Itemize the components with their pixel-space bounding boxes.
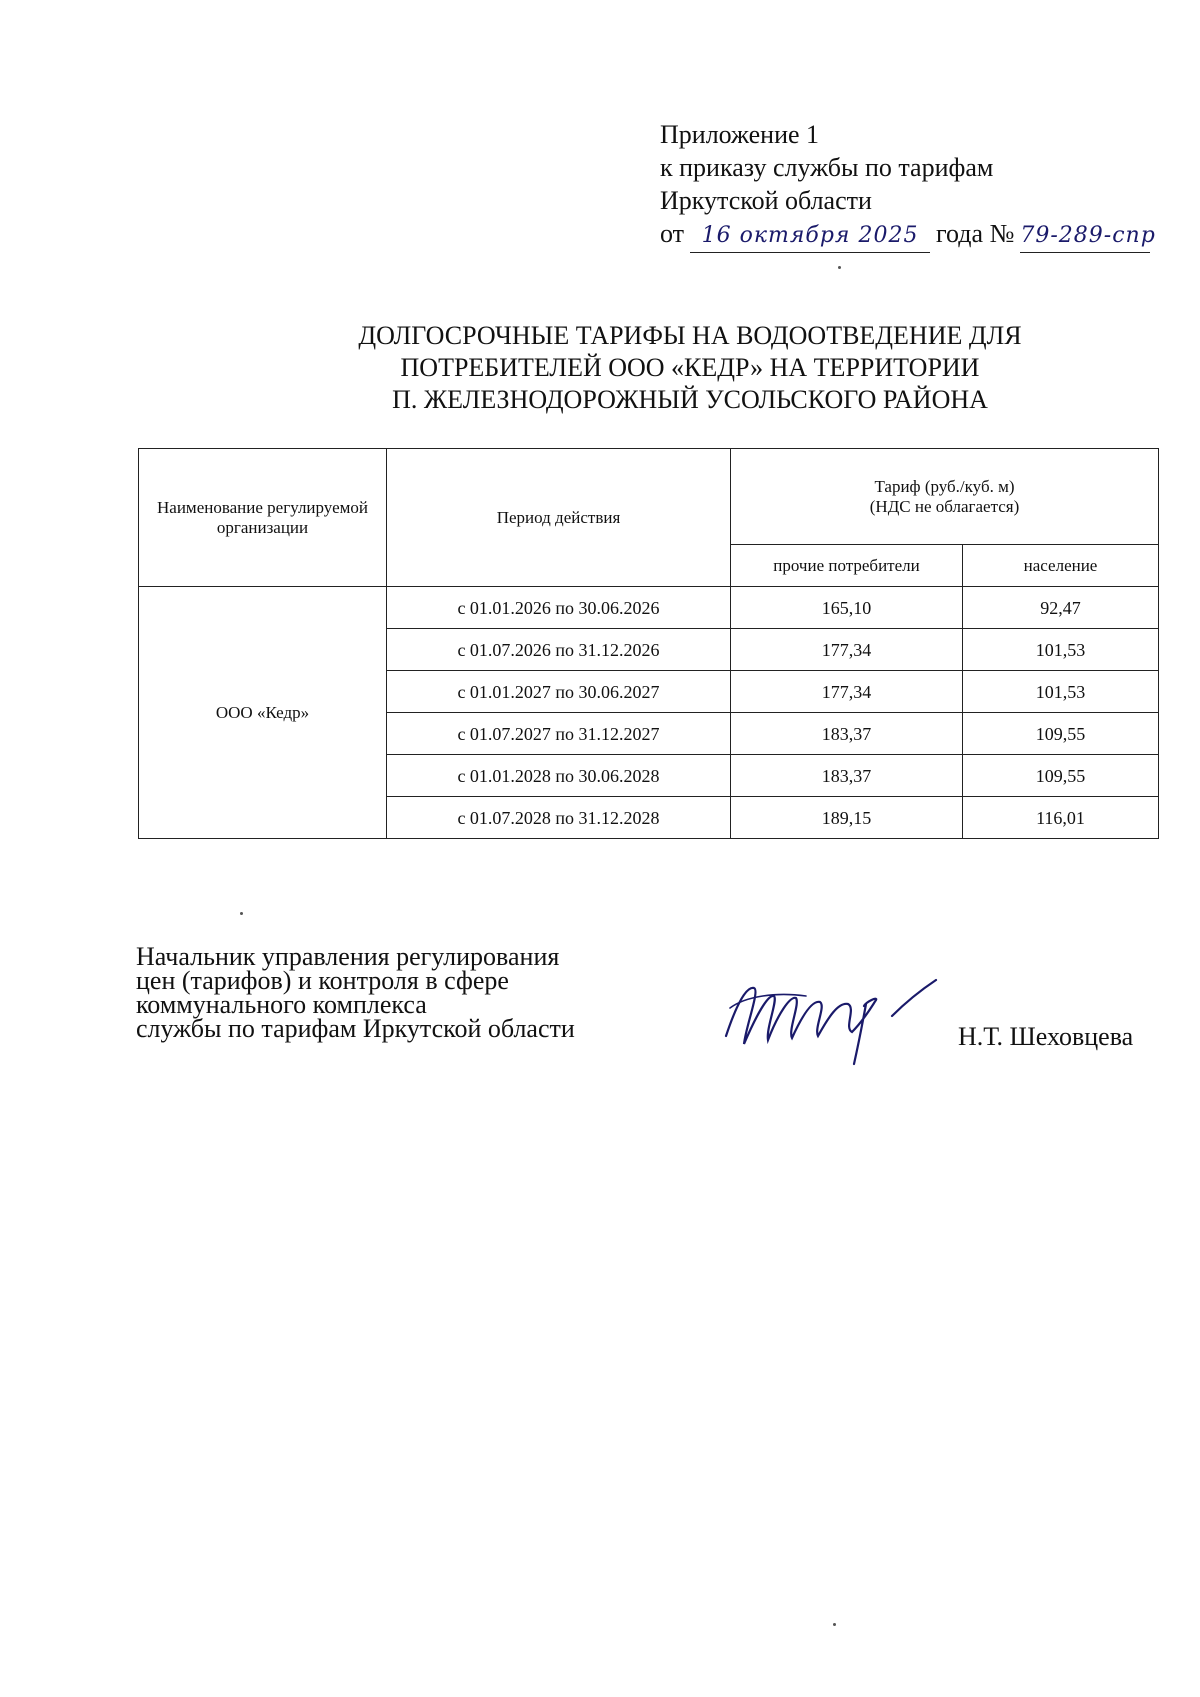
other-tariff-cell: 183,37 — [731, 713, 963, 755]
header-tariff — [731, 449, 1159, 545]
signatory-position — [136, 942, 575, 1043]
appendix-header — [660, 118, 1156, 253]
population-tariff-cell: 109,55 — [963, 713, 1159, 755]
population-tariff-cell: 92,47 — [963, 587, 1159, 629]
population-tariff-cell: 101,53 — [963, 671, 1159, 713]
title-line-1: ДОЛГОСРОЧНЫЕ ТАРИФЫ НА ВОДООТВЕДЕНИЕ ДЛЯ — [358, 321, 1022, 350]
header-tariff-vat-note: (НДС не облагается) — [869, 496, 1020, 516]
document-title — [300, 320, 1080, 416]
scan-speck — [240, 912, 243, 915]
period-cell: с 01.07.2027 по 31.12.2027 — [387, 713, 731, 755]
organization-cell: ООО «Кедр» — [139, 587, 387, 839]
other-tariff-cell: 183,37 — [731, 755, 963, 797]
position-line-2: цен (тарифов) и контроля в сфере — [136, 966, 509, 995]
table-row — [139, 587, 1159, 629]
other-tariff-cell: 177,34 — [731, 671, 963, 713]
period-cell: с 01.07.2028 по 31.12.2028 — [387, 797, 731, 839]
header-period: Период действия — [387, 449, 731, 587]
population-tariff-cell: 116,01 — [963, 797, 1159, 839]
period-cell: с 01.01.2028 по 30.06.2028 — [387, 755, 731, 797]
header-population: население — [963, 545, 1159, 587]
title-line-2: ПОТРЕБИТЕЛЕЙ ООО «КЕДР» НА ТЕРРИТОРИИ — [400, 353, 980, 382]
year-number-label: года № — [936, 219, 1015, 248]
appendix-line-2: к приказу службы по тарифам — [660, 153, 994, 182]
position-line-3: коммунального комплекса — [136, 990, 427, 1019]
header-other-consumers: прочие потребители — [731, 545, 963, 587]
handwritten-signature — [716, 966, 956, 1066]
handwritten-date: 16 октября 2025 — [690, 219, 930, 253]
position-line-1: Начальник управления регулирования — [136, 942, 560, 971]
appendix-line-3: Иркутской области — [660, 186, 872, 215]
population-tariff-cell: 101,53 — [963, 629, 1159, 671]
title-line-3: П. ЖЕЛЕЗНОДОРОЖНЫЙ УСОЛЬСКОГО РАЙОНА — [392, 385, 988, 414]
position-line-4: службы по тарифам Иркутской области — [136, 1014, 575, 1043]
other-tariff-cell: 177,34 — [731, 629, 963, 671]
from-label: от — [660, 219, 685, 248]
appendix-line-1: Приложение 1 — [660, 120, 820, 149]
appendix-order-line — [660, 217, 1156, 253]
period-cell: с 01.01.2027 по 30.06.2027 — [387, 671, 731, 713]
other-tariff-cell: 189,15 — [731, 797, 963, 839]
population-tariff-cell: 109,55 — [963, 755, 1159, 797]
header-tariff-unit: Тариф (руб./куб. м) — [874, 476, 1015, 496]
period-cell: с 01.01.2026 по 30.06.2026 — [387, 587, 731, 629]
header-organization: Наименование регулируемой организации — [139, 449, 387, 587]
scan-speck — [833, 1623, 836, 1626]
other-tariff-cell: 165,10 — [731, 587, 963, 629]
scan-speck — [838, 266, 841, 269]
signer-name: Н.Т. Шеховцева — [958, 1022, 1134, 1051]
handwritten-order-number: 79-289-спр — [1020, 219, 1150, 253]
tariff-table — [138, 448, 1159, 839]
period-cell: с 01.07.2026 по 31.12.2026 — [387, 629, 731, 671]
